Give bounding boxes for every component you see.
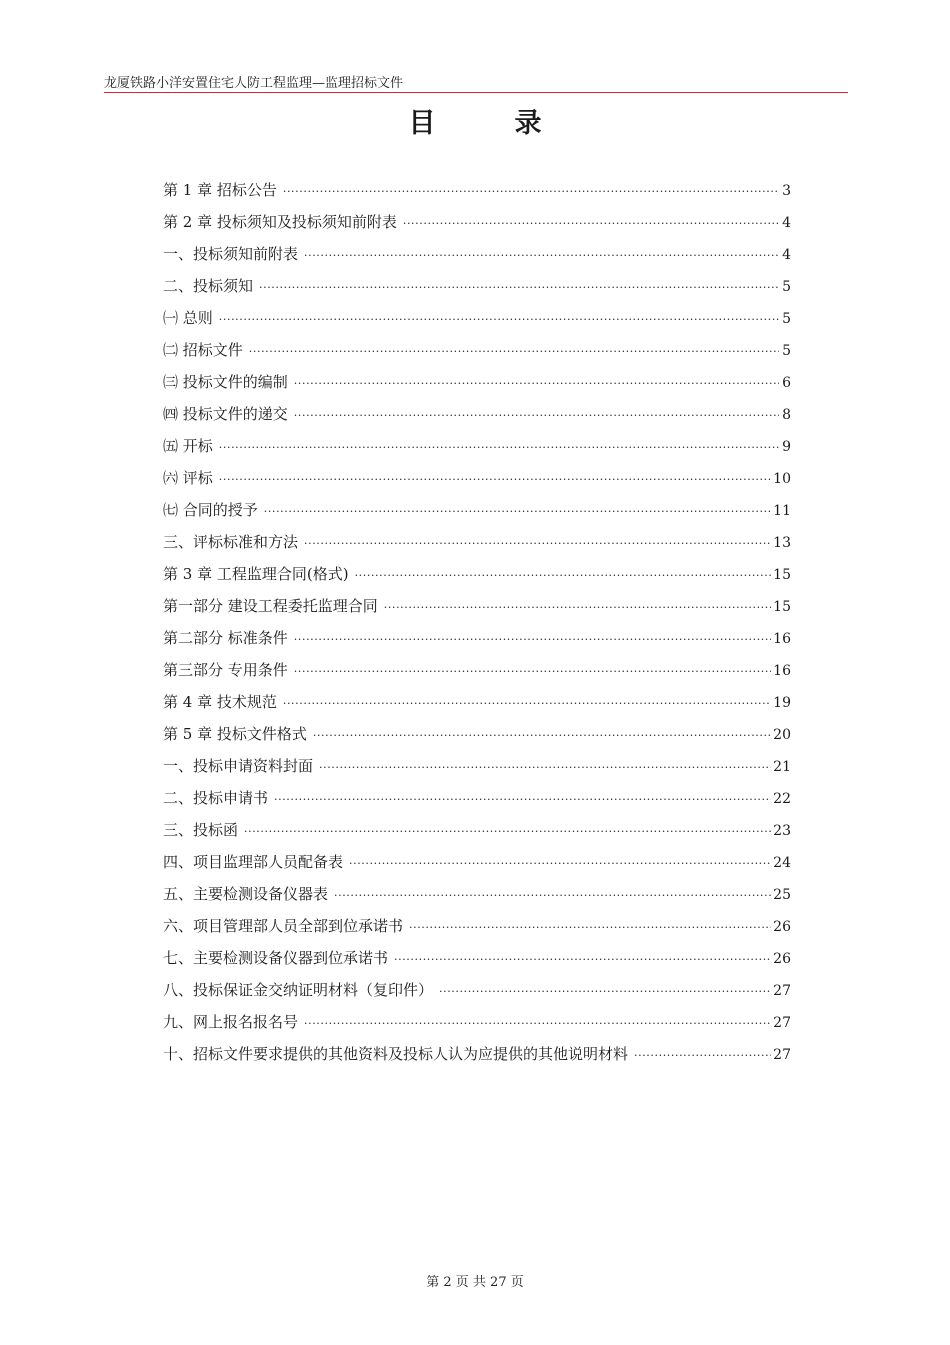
toc-entry[interactable]	[163, 462, 791, 494]
document-title: 目 录	[408, 108, 568, 139]
toc-leader-dots	[409, 912, 771, 944]
toc-entry-label: 二、投标申请书	[163, 789, 269, 807]
toc-entry[interactable]	[163, 238, 791, 270]
toc-entry-page: 25	[773, 887, 791, 903]
toc-entry-label: 六、项目管理部人员全部到位承诺书	[163, 917, 404, 935]
toc-entry-page: 21	[773, 759, 791, 775]
toc-entry-label: 第 1 章 招标公告	[163, 181, 277, 199]
toc-leader-dots	[384, 592, 771, 624]
toc-entry-page: 27	[773, 983, 791, 999]
toc-entry-page: 19	[773, 695, 791, 711]
toc-entry-page: 11	[773, 503, 791, 519]
toc-entry[interactable]	[163, 1006, 791, 1038]
toc-leader-dots	[219, 432, 779, 464]
toc-entry-label: 三、评标标准和方法	[163, 533, 299, 551]
toc-entry-label: 二、投标须知	[163, 277, 254, 295]
toc-entry-page: 6	[782, 375, 791, 391]
toc-entry[interactable]	[163, 302, 791, 334]
toc-entry[interactable]	[163, 974, 791, 1006]
toc-entry-page: 15	[773, 567, 791, 583]
toc-entry-label: 一、投标须知前附表	[163, 245, 299, 263]
toc-entry-page: 9	[782, 439, 791, 455]
toc-entry[interactable]	[163, 174, 791, 206]
toc-entry-page: 26	[773, 951, 791, 967]
toc-entry-label: ㈦ 合同的授予	[163, 501, 258, 519]
toc-entry[interactable]	[163, 878, 791, 910]
toc-entry[interactable]	[163, 494, 791, 526]
toc-entry[interactable]	[163, 270, 791, 302]
toc-entry[interactable]	[163, 750, 791, 782]
toc-entry-page: 22	[773, 791, 791, 807]
toc-entry-page: 13	[773, 535, 791, 551]
toc-entry-label: ㈢ 投标文件的编制	[163, 373, 288, 391]
toc-entry-label: 第 4 章 技术规范	[163, 693, 277, 711]
toc-entry-label: ㈤ 开标	[163, 437, 213, 455]
toc-leader-dots	[294, 656, 771, 688]
toc-entry-page: 8	[782, 407, 791, 423]
toc-entry-label: 三、投标函	[163, 821, 239, 839]
toc-entry-label: 第 3 章 工程监理合同(格式)	[163, 565, 349, 583]
toc-entry[interactable]	[163, 718, 791, 750]
toc-leader-dots	[319, 752, 771, 784]
toc-entry[interactable]	[163, 686, 791, 718]
toc-entry-label: 九、网上报名报名号	[163, 1013, 299, 1031]
toc-entry-label: 第二部分 标准条件	[163, 629, 288, 647]
toc-leader-dots	[294, 624, 771, 656]
toc-entry-page: 20	[773, 727, 791, 743]
toc-entry-page: 24	[773, 855, 791, 871]
toc-leader-dots	[334, 880, 771, 912]
toc-entry-page: 26	[773, 919, 791, 935]
toc-entry-page: 5	[782, 279, 791, 295]
toc-entry-label: ㈥ 评标	[163, 469, 213, 487]
toc-entry-page: 15	[773, 599, 791, 615]
toc-entry-page: 27	[773, 1015, 791, 1031]
toc-entry-page: 3	[782, 183, 791, 199]
toc-entry[interactable]	[163, 558, 791, 590]
toc-entry[interactable]	[163, 942, 791, 974]
toc-leader-dots	[283, 176, 779, 208]
toc-entry[interactable]	[163, 782, 791, 814]
toc-leader-dots	[244, 816, 771, 848]
toc-leader-dots	[274, 784, 771, 816]
toc-leader-dots	[349, 848, 771, 880]
toc-entry-page: 4	[782, 215, 791, 231]
toc-entry[interactable]	[163, 654, 791, 686]
toc-entry[interactable]	[163, 398, 791, 430]
toc-leader-dots	[294, 368, 779, 400]
toc-entry-page: 10	[773, 471, 791, 487]
toc-entry-label: ㈣ 投标文件的递交	[163, 405, 288, 423]
header-text: 龙厦铁路小洋安置住宅人防工程监理—监理招标文件	[104, 76, 404, 91]
toc-entry-label: 八、投标保证金交纳证明材料（复印件）	[163, 981, 434, 999]
toc-leader-dots	[294, 400, 779, 432]
toc-entry-page: 16	[773, 663, 791, 679]
toc-entry[interactable]	[163, 846, 791, 878]
toc-entry-page: 16	[773, 631, 791, 647]
toc-leader-dots	[283, 688, 771, 720]
toc-entry[interactable]	[163, 814, 791, 846]
toc-entry[interactable]	[163, 590, 791, 622]
toc-leader-dots	[219, 464, 771, 496]
toc-leader-dots	[439, 976, 771, 1008]
toc-leader-dots	[313, 720, 771, 752]
page-footer: 第 2 页 共 27 页	[426, 1275, 524, 1290]
toc-entry-label: 五、主要检测设备仪器表	[163, 885, 329, 903]
toc-leader-dots	[259, 272, 779, 304]
toc-leader-dots	[304, 528, 771, 560]
toc-entry-page: 5	[782, 311, 791, 327]
toc-entry-label: 七、主要检测设备仪器到位承诺书	[163, 949, 389, 967]
toc-leader-dots	[264, 496, 771, 528]
toc-leader-dots	[249, 336, 779, 368]
page-header	[104, 70, 848, 93]
toc-entry-page: 23	[773, 823, 791, 839]
toc-entry-label: 第 5 章 投标文件格式	[163, 725, 307, 743]
toc-leader-dots	[304, 240, 779, 272]
toc-entry-label: ㈡ 招标文件	[163, 341, 243, 359]
toc-leader-dots	[394, 944, 771, 976]
toc-entry-label: ㈠ 总则	[163, 309, 213, 327]
toc-entry-page: 4	[782, 247, 791, 263]
toc-entry-label: 一、投标申请资料封面	[163, 757, 314, 775]
toc-leader-dots	[304, 1008, 771, 1040]
toc-entry-label: 十、招标文件要求提供的其他资料及投标人认为应提供的其他说明材料	[163, 1045, 629, 1063]
toc-entry[interactable]	[163, 206, 791, 238]
toc-leader-dots	[355, 560, 772, 592]
toc-entry[interactable]	[163, 526, 791, 558]
toc-entry-label: 第一部分 建设工程委托监理合同	[163, 597, 378, 615]
table-of-contents	[163, 174, 791, 1070]
toc-entry[interactable]	[163, 910, 791, 942]
toc-leader-dots	[634, 1040, 771, 1072]
toc-entry[interactable]	[163, 1038, 791, 1070]
toc-leader-dots	[219, 304, 779, 336]
toc-entry-page: 5	[782, 343, 791, 359]
toc-entry[interactable]	[163, 430, 791, 462]
toc-entry-page: 27	[773, 1047, 791, 1063]
toc-leader-dots	[403, 208, 779, 240]
toc-entry[interactable]	[163, 334, 791, 366]
toc-entry[interactable]	[163, 366, 791, 398]
toc-entry-label: 四、项目监理部人员配备表	[163, 853, 344, 871]
toc-entry-label: 第 2 章 投标须知及投标须知前附表	[163, 213, 397, 231]
toc-entry-label: 第三部分 专用条件	[163, 661, 288, 679]
toc-entry[interactable]	[163, 622, 791, 654]
